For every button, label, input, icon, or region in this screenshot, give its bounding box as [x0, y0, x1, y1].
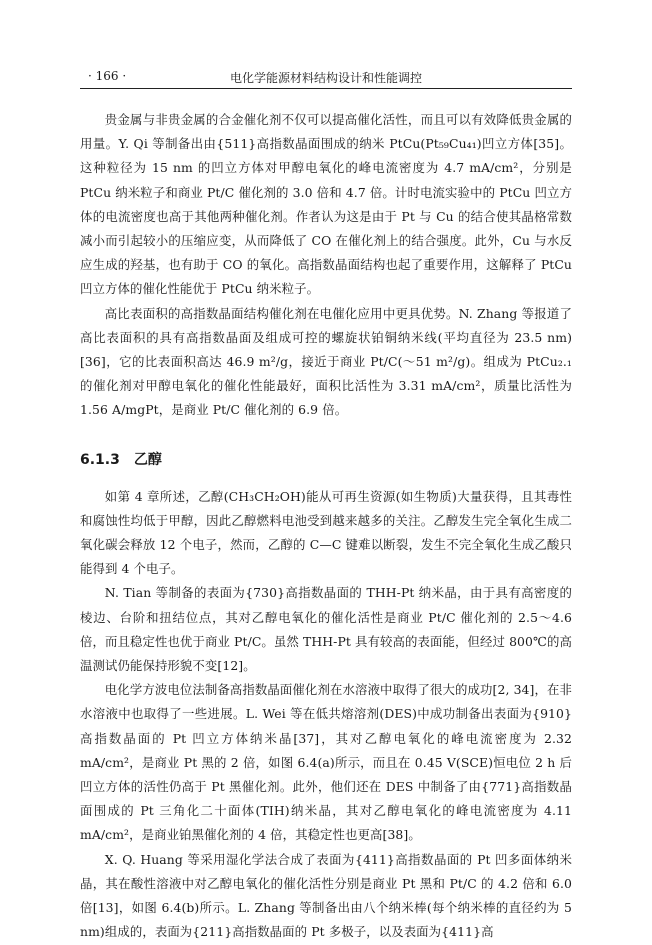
paragraph: X. Q. Huang 等采用湿化学法合成了表面为{411}高指数晶面的 Pt 凹多面体纳米晶，其在酸性溶液中对乙醇电氧化的催化活性分别是商业 Pt 黑和 Pt/C 的 4.2 倍和 6.0 倍[13]，如图 6.4(b)所示。L. Zhang 等制备出由八个纳米棒(每个纳米棒的直径约为 5 nm)组成的，表面为{211}高指数晶面的 Pt 多极子，以及表面为{411}高	[80, 851, 572, 940]
running-header	[80, 66, 572, 89]
section-title: 乙醇	[133, 451, 162, 468]
paragraph: 如第 4 章所述，乙醇(CH₃CH₂OH)能从可再生资源(如生物质)大量获得，且其毒性和腐蚀性均低于甲醇，因此乙醇燃料电池受到越来越多的关注。乙醇发生完全氧化生成二氧化碳会释放 12 个电子，然而，乙醇的 C—C 键难以断裂，发生不完全氧化生成乙酸只能得到 4 个电子。	[80, 488, 572, 577]
paragraph: 高比表面积的高指数晶面结构催化剂在电催化应用中更具优势。N. Zhang 等报道了高比表面积的具有高指数晶面及组成可控的螺旋状铂铜纳米线(平均直径为 23.5 nm)[36]，它的比表面积高达 46.9 m²/g，接近于商业 Pt/C(～51 m²/g)。组成为 PtCu₂.₁ 的催化剂对甲醇电氧化的催化性能最好，面积比活性为 3.31 mA/cm²，质量比活性为 1.56 A/mgPt，是商业 Pt/C 催化剂的 6.9 倍。	[80, 305, 572, 418]
paragraph: 贵金属与非贵金属的合金催化剂不仅可以提高催化活性，而且可以有效降低贵金属的用量。Y. Qi 等制备出由{511}高指数晶面围成的纳米 PtCu(Pt₅₉Cu₄₁)凹立方体[35]。这种粒径为 15 nm 的凹立方体对甲醇电氧化的峰电流密度为 4.7 mA/cm²，分别是 PtCu 纳米粒子和商业 Pt/C 催化剂的 3.0 倍和 4.7 倍。计时电流实验中的 PtCu 凹立方体的电流密度也高于其他两种催化剂。作者认为这是由于 Pt 与 Cu 的结合使其晶格常数减小而引起较小的压缩应变，从而降低了 CO 在催化剂上的结合强度。此外，Cu 与水反应生成的羟基，也有助于 CO 的氧化。高指数晶面结构也起了重要作用，这解释了 PtCu 凹立方体的催化性能优于 PtCu 纳米粒子。	[80, 112, 572, 297]
page-number: · 166 ·	[88, 69, 127, 83]
paragraph: N. Tian 等制备的表面为{730}高指数晶面的 THH-Pt 纳米晶，由于具有高密度的棱边、台阶和扭结位点，其对乙醇电氧化的催化活性是商业 Pt/C 催化剂的 2.5～4.6 倍，而且稳定性也优于商业 Pt/C。虽然 THH-Pt 具有较高的表面能，但经过 800℃的高温测试仍能保持形貌不变[12]。	[80, 585, 572, 674]
running-title: 电化学能源材料结构设计和性能调控	[229, 71, 422, 85]
section-number: 6.1.3	[80, 451, 120, 468]
body-text	[80, 108, 572, 945]
paragraph: 电化学方波电位法制备高指数晶面催化剂在水溶液中取得了很大的成功[2, 34]，在非水溶液中也取得了一些进展。L. Wei 等在低共熔溶剂(DES)中成功制备出表面为{910}高指数晶面的 Pt 凹立方体纳米晶[37]，其对乙醇电氧化的峰电流密度为 2.32 mA/cm²，是商业 Pt 黑的 2 倍，如图 6.4(a)所示，而且在 0.45 V(SCE)恒电位 2 h 后凹立方体的活性仍高于 Pt 黑催化剂。此外，他们还在 DES 中制备了由{771}高指数晶面围成的 Pt 三角化二十面体(TIH)纳米晶，其对乙醇电氧化的峰电流密度为 4.11 mA/cm²，是商业铂黑催化剂的 4 倍，其稳定性也更高[38]。	[80, 682, 572, 843]
section-heading	[80, 449, 572, 471]
